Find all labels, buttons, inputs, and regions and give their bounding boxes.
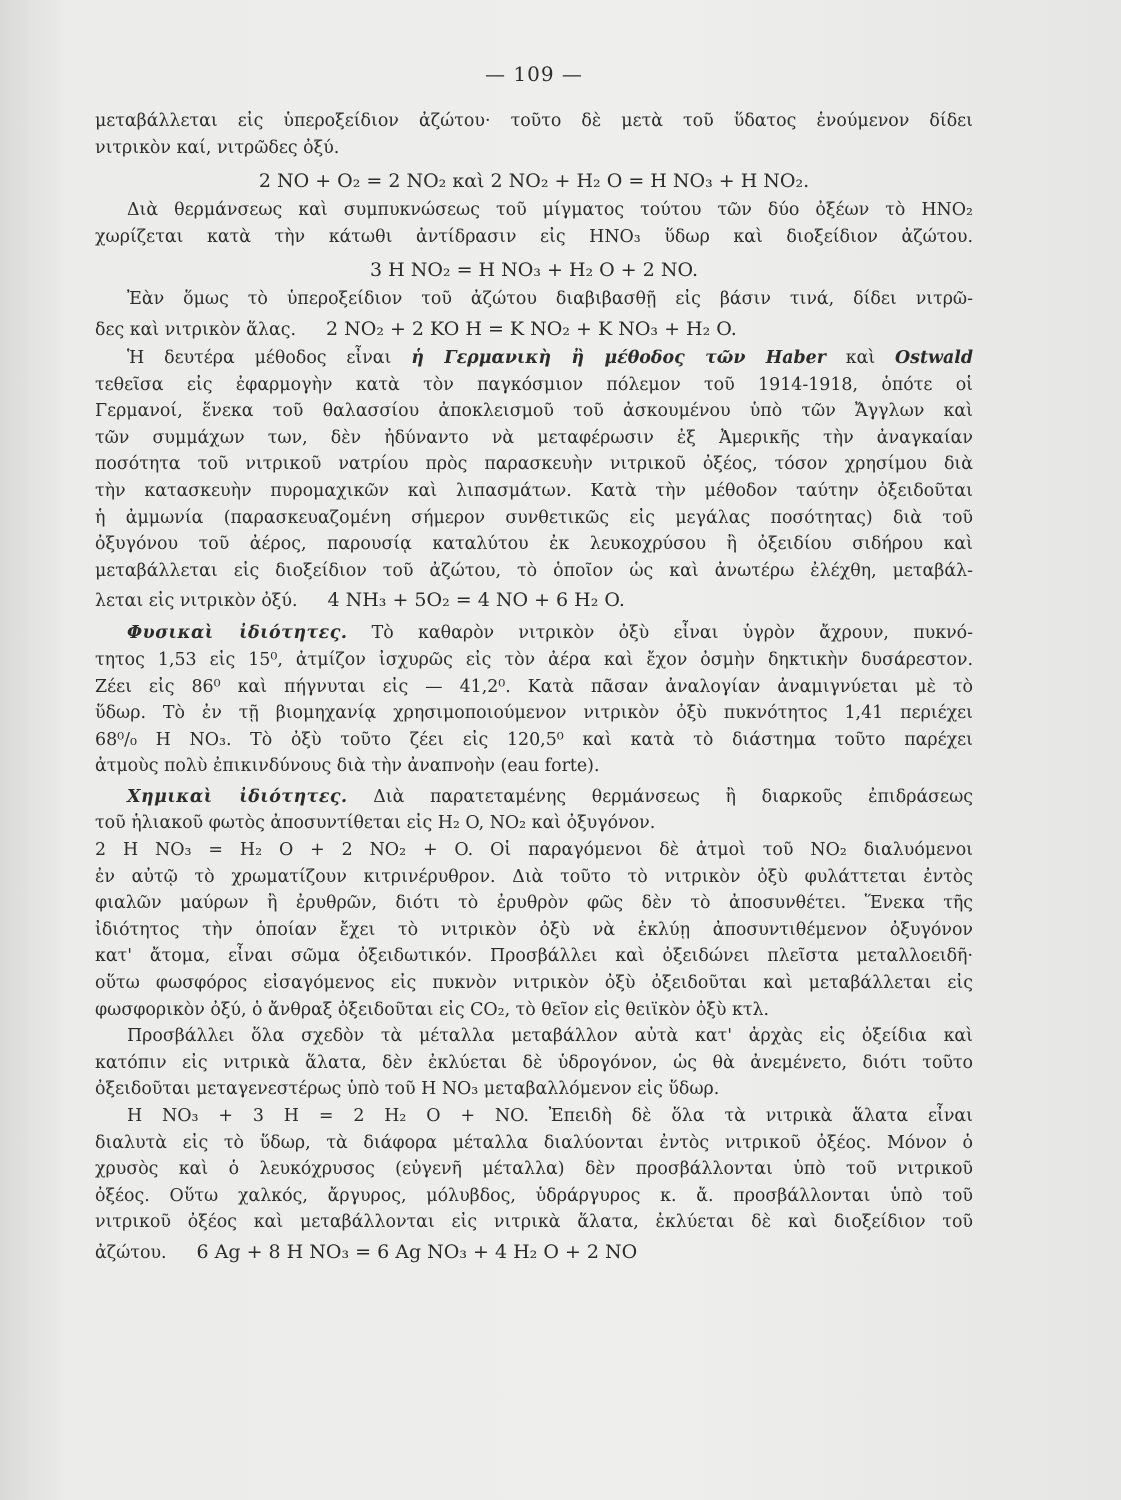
text-line: H NO₃ + 3 H = 2 H₂ O + NO. Ἐπειδὴ δὲ ὅλα τὰ νιτρικὰ ἅλατα εἶναι: [127, 1106, 973, 1126]
text-line: τητος 1,53 εἰς 15⁰, ἀτμίζον ἰσχυρῶς εἰς τὸν ἀέρα καὶ ἔχον ὀσμὴν δηκτικὴν δυσάρεστον.: [95, 649, 973, 670]
text-fragment: ἀζώτου.: [95, 1242, 167, 1263]
text-line: ὀξειδοῦται μεταγενεστέρως ὑπὸ τοῦ H NO₃ μεταβαλλόμενον εἰς ὕδωρ.: [95, 1079, 720, 1100]
text-line: ἀτμοὺς πολὺ ἐπικινδύνους διὰ τὴν ἀναπνοὴν (eau forte).: [95, 756, 600, 777]
text-line: Ζέει εἰς 86⁰ καὶ πήγνυται εἰς — 41,2⁰. Κατὰ πᾶσαν ἀναλογίαν ἀναμιγνύεται μὲ τὸ: [95, 676, 973, 697]
text-fragment: δες καὶ νιτρικὸν ἅλας.: [95, 319, 296, 340]
page-number: — 109 —: [485, 62, 583, 86]
text-line: 68⁰/₀ H NO₃. Τὸ ὀξὺ τοῦτο ζέει εἰς 120,5⁰ καὶ κατὰ τὸ διάστημα τοῦτο παρέχει: [95, 729, 973, 750]
text-line: [95, 784, 973, 811]
text-line: μεταβάλλεται εἰς διοξείδιον τοῦ ἀζώτου, τὸ ὁποῖον ὡς καὶ ἀνωτέρω ἐλέχθη, μεταβάλ-: [95, 560, 973, 581]
text-fragment: Ἡ δευτέρα μέθοδος εἶναι: [127, 347, 392, 368]
text-line: 2 H NO₃ = H₂ O + 2 NO₂ + O. Οἱ παραγόμενοι δὲ ἀτμοὶ τοῦ NO₂ διαλυόμενοι: [95, 840, 973, 861]
equation: 2 NO + O₂ = 2 NO₂ καὶ 2 NO₂ + H₂ O = H NO₃ + H NO₂.: [258, 170, 810, 193]
text-line: Γερμανοί, ἕνεκα τοῦ θαλασσίου ἀποκλεισμοῦ τοῦ ἀσκουμένου ὑπὸ τῶν Ἄγγλων καὶ: [95, 401, 973, 422]
text-line: φωσφορικὸν ὀξύ, ὁ ἄνθραξ ὀξειδοῦται εἰς CO₂, τὸ θεῖον εἰς θειϊκὸν ὀξὺ κτλ.: [95, 999, 770, 1020]
text-line: Διὰ θερμάνσεως καὶ συμπυκνώσεως τοῦ μίγματος τούτου τῶν δύο ὀξέων τὸ HNO₂: [127, 200, 973, 221]
text-line: μεταβάλλεται εἰς ὑπεροξείδιον ἀζώτου· τοῦτο δὲ μετὰ τοῦ ὕδατος ἑνούμενον δίδει: [95, 111, 973, 131]
text-line: κατ' ἄτομα, εἶναι σῶμα ὀξειδωτικόν. Προσβάλλει καὶ ὀξειδώνει πλεῖστα μεταλλοειδῆ·: [95, 946, 973, 967]
text-line: κατόπιν εἰς νιτρικὰ ἅλατα, δὲν ἐκλύεται δὲ ὑδρογόνον, ὡς θὰ ἀνεμένετο, διότι τοῦτο: [95, 1052, 973, 1073]
text-line: οὕτω φωσφόρος εἰσαγόμενος εἰς πυκνὸν νιτρικὸν ὀξὺ ὀξειδοῦται καὶ μεταβάλλεται εἰς: [95, 973, 973, 994]
text-line: [95, 313, 973, 345]
text-line: ἡ ἀμμωνία (παρασκευαζομένη σήμερον συνθετικῶς εἰς μεγάλας ποσότητας) διὰ τοῦ: [95, 507, 973, 528]
text-line: τεθεῖσα εἰς ἐφαρμογὴν κατὰ τὸν παγκόσμιον πόλεμον τοῦ 1914-1918, ὁπότε οἱ: [95, 374, 973, 395]
text-line: ὀξυγόνου τοῦ ἀέρος, παρουσίᾳ καταλύτου ἐκ λευκοχρύσου ἢ ὀξειδίου σιδήρου καὶ: [95, 534, 973, 555]
text-line: [95, 584, 973, 616]
emphasis-text: ἡ Γερμανικὴ ἢ μέθοδος τῶν Haber: [411, 347, 826, 368]
text-line: χρυσὸς καὶ ὁ λευκόχρυσος (εὐγενῆ μέταλλα) δὲν προσβάλλονται ὑπὸ τοῦ νιτρικοῦ: [95, 1159, 973, 1180]
emphasis-text: Ostwald: [895, 347, 974, 368]
text-line: τὴν κατασκευὴν πυρομαχικῶν καὶ λιπασμάτων. Κατὰ τὴν μέθοδον ταύτην ὀξειδοῦται: [95, 480, 973, 501]
text-line: τῶν συμμάχων των, δὲν ἠδύναντο νὰ μεταφέρωσιν ἐξ Ἀμερικῆς τὴν ἀναγκαίαν: [95, 427, 973, 448]
text-line: ποσότητα τοῦ νιτρικοῦ νατρίου πρὸς παρασκευὴν νιτρικοῦ ὀξέος, τόσον χρησίμου διὰ: [95, 454, 973, 475]
text-line: [95, 345, 973, 372]
text-fragment: Διὰ παρατεταμένης θερμάνσεως ἢ διαρκοῦς ἐπιδράσεως: [373, 786, 973, 807]
text-line: ἰδιότητος τὴν ὁποίαν ἔχει τὸ νιτρικὸν ὀξὺ νὰ ἐκλύῃ ἀποσυντιθέμενον ὀξυγόνον: [95, 919, 973, 940]
equation: 4 NH₃ + 5O₂ = 4 NO + 6 H₂ O.: [327, 589, 625, 612]
text-line: νιτρικὸν καί, νιτρῶδες ὀξύ.: [95, 137, 340, 158]
text-fragment: καὶ: [845, 347, 876, 368]
text-fragment: Τὸ καθαρὸν νιτρικὸν ὀξὺ εἶναι ὑγρὸν ἄχρουν, πυκνό-: [371, 623, 973, 644]
text-line: διαλυτὰ εἰς τὸ ὕδωρ, τὰ διάφορα μέταλλα διαλύονται ἐντὸς νιτρικοῦ ὀξέος. Μόνον ὁ: [95, 1132, 973, 1153]
text-line: [95, 620, 973, 647]
text-line: ὀξέος. Οὕτω χαλκός, ἄργυρος, μόλυβδος, ὑδράργυρος κ. ἄ. προσβάλλονται ὑπὸ τοῦ: [95, 1185, 973, 1206]
text-line: Ἐὰν ὅμως τὸ ὑπεροξείδιον τοῦ ἀζώτου διαβιβασθῇ εἰς βάσιν τινά, δίδει νιτρῶ-: [127, 289, 973, 310]
text-line: φιαλῶν μαύρων ἢ ἐρυθρῶν, διότι τὸ ἐρυθρὸν φῶς δὲν τὸ ἀποσυνθέτει. Ἕνεκα τῆς: [95, 893, 973, 914]
section-heading: Χημικαὶ ἰδιότητες.: [127, 786, 348, 807]
section-heading: Φυσικαὶ ἰδιότητες.: [127, 623, 348, 644]
text-line: χωρίζεται κατὰ τὴν κάτωθι ἀντίδρασιν εἰς HNO₃ ὕδωρ καὶ διοξείδιον ἀζώτου.: [95, 226, 973, 247]
text-line: [95, 1236, 973, 1268]
equation: 3 H NO₂ = H NO₃ + H₂ O + 2 NO.: [369, 259, 699, 282]
equation: 2 NO₂ + 2 KO H = K NO₂ + K NO₃ + H₂ O.: [325, 317, 737, 340]
text-line: νιτρικοῦ ὀξέος καὶ μεταβάλλονται εἰς νιτρικὰ ἅλατα, ἐκλύεται δὲ καὶ διοξείδιον τοῦ: [95, 1212, 973, 1233]
equation: 6 Ag + 8 H NO₃ = 6 Ag NO₃ + 4 H₂ O + 2 NO: [196, 1240, 638, 1263]
text-line: ἐν αὐτῷ τὸ χρωματίζουν κιτρινέρυθρον. Διὰ τοῦτο τὸ νιτρικὸν ὀξὺ φυλάττεται ἐντὸς: [95, 866, 973, 887]
text-fragment: λεται εἰς νιτρικὸν ὀξύ.: [95, 591, 298, 612]
text-line: Προσβάλλει ὅλα σχεδὸν τὰ μέταλλα μεταβάλλον αὐτὰ κατ' ἀρχὰς εἰς ὀξείδια καὶ: [127, 1026, 973, 1047]
text-line: τοῦ ἡλιακοῦ φωτὸς ἀποσυντίθεται εἰς H₂ O, NO₂ καὶ ὀξυγόνον.: [95, 813, 656, 834]
text-line: ὕδωρ. Τὸ ἐν τῇ βιομηχανίᾳ χρησιμοποιούμενον νιτρικὸν ὀξὺ πυκνότητος 1,41 περιέχει: [95, 703, 973, 724]
